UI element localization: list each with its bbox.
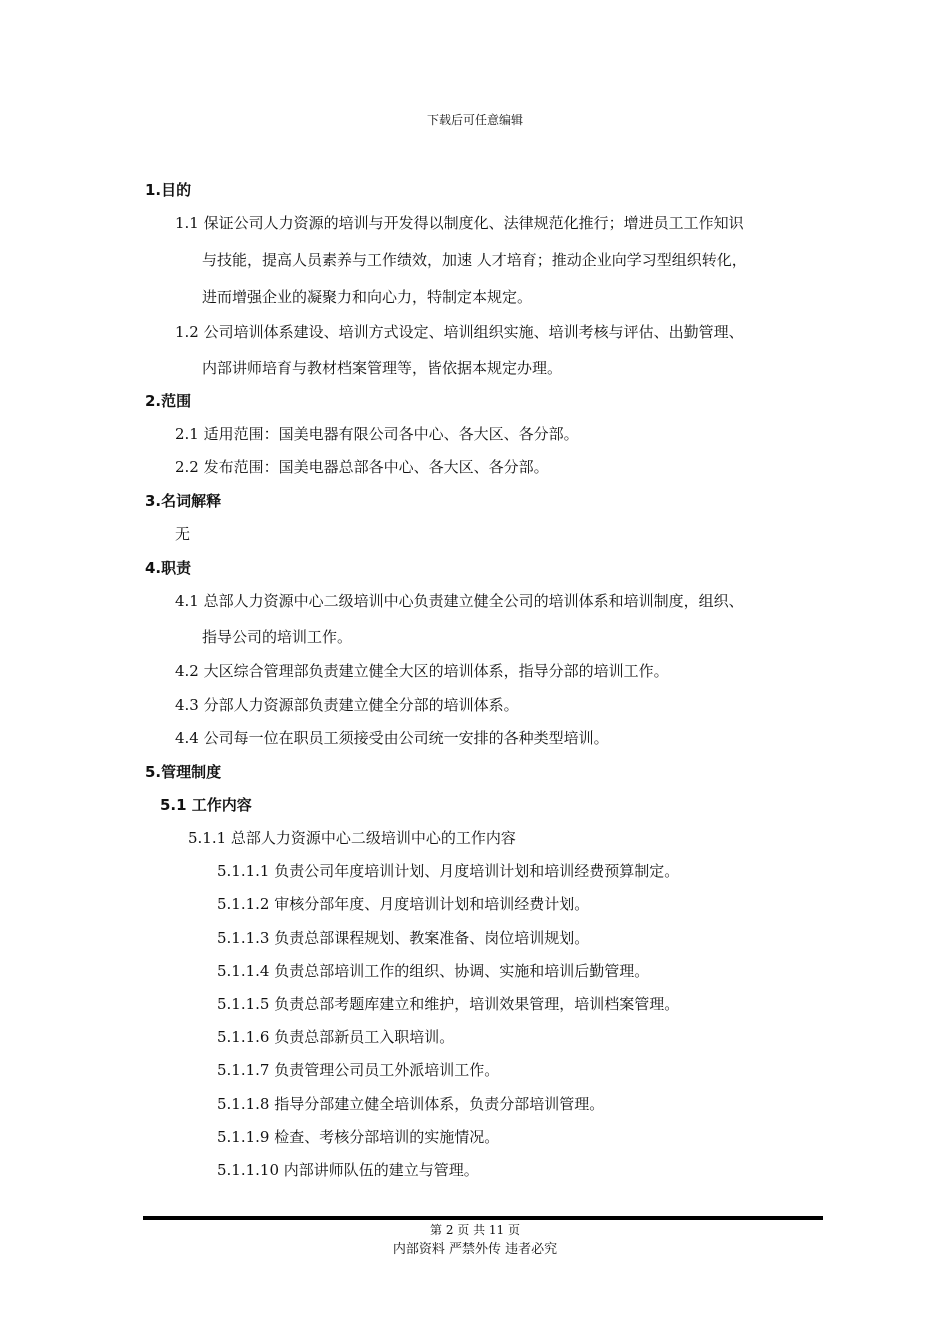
list-item: 5.1.1.1 负责公司年度培训计划、月度培训计划和培训经费预算制定。	[217, 862, 680, 880]
paragraph-4-1-line-2: 指导公司的培训工作。	[202, 628, 353, 646]
paragraph-1-1-line-3: 进而增强企业的凝聚力和向心力，特制定本规定。	[202, 288, 533, 306]
section-heading-purpose: 1.目的	[145, 181, 192, 199]
section-heading-scope: 2.范围	[145, 392, 192, 410]
paragraph-4-2: 4.2 大区综合管理部负责建立健全大区的培训体系，指导分部的培训工作。	[175, 662, 669, 680]
page-number: 第 2 页 共 11 页	[430, 1223, 520, 1237]
footer-confidential-note: 内部资料 严禁外传 违者必究	[392, 1242, 558, 1257]
paragraph-1-1-line-2: 与技能，提高人员素养与工作绩效，加速 人才培育；推动企业向学习型组织转化，	[202, 251, 747, 269]
paragraph-2-1: 2.1 适用范围：国美电器有限公司各中心、各大区、各分部。	[175, 425, 579, 443]
paragraph-1-1-line-1: 1.1 保证公司人力资源的培训与开发得以制度化、法律规范化推行；增进员工工作知识	[175, 214, 744, 232]
list-item: 5.1.1.5 负责总部考题库建立和维护，培训效果管理，培训档案管理。	[217, 995, 680, 1013]
section-heading-glossary: 3.名词解释	[145, 492, 222, 510]
paragraph-1-2-line-1: 1.2 公司培训体系建设、培训方式设定、培训组织实施、培训考核与评估、出勤管理、	[175, 323, 744, 341]
footer-divider	[143, 1216, 823, 1220]
list-item: 5.1.1.6 负责总部新员工入职培训。	[217, 1028, 455, 1046]
paragraph-3: 无	[175, 525, 191, 543]
header-note: 下载后可任意编辑	[426, 113, 523, 127]
list-item: 5.1.1.2 审核分部年度、月度培训计划和培训经费计划。	[217, 895, 590, 913]
list-item: 5.1.1.7 负责管理公司员工外派培训工作。	[217, 1061, 500, 1079]
paragraph-4-3: 4.3 分部人力资源部负责建立健全分部的培训体系。	[175, 696, 519, 714]
paragraph-5-1-1: 5.1.1 总部人力资源中心二级培训中心的工作内容	[188, 829, 516, 847]
list-item: 5.1.1.9 检查、考核分部培训的实施情况。	[217, 1128, 500, 1146]
paragraph-2-2: 2.2 发布范围：国美电器总部各中心、各大区、各分部。	[175, 458, 549, 476]
section-heading-management: 5.管理制度	[145, 763, 222, 781]
section-heading-responsibilities: 4.职责	[145, 559, 192, 577]
paragraph-4-4: 4.4 公司每一位在职员工须接受由公司统一安排的各种类型培训。	[175, 729, 609, 747]
paragraph-4-1-line-1: 4.1 总部人力资源中心二级培训中心负责建立健全公司的培训体系和培训制度，组织、	[175, 592, 744, 610]
list-item: 5.1.1.8 指导分部建立健全培训体系，负责分部培训管理。	[217, 1095, 605, 1113]
subsection-heading-work-content: 5.1 工作内容	[160, 796, 252, 814]
paragraph-1-2-line-2: 内部讲师培育与教材档案管理等，皆依据本规定办理。	[202, 359, 563, 377]
list-item: 5.1.1.10 内部讲师队伍的建立与管理。	[217, 1161, 479, 1179]
list-item: 5.1.1.4 负责总部培训工作的组织、协调、实施和培训后勤管理。	[217, 962, 650, 980]
list-item: 5.1.1.3 负责总部课程规划、教案准备、岗位培训规划。	[217, 929, 590, 947]
